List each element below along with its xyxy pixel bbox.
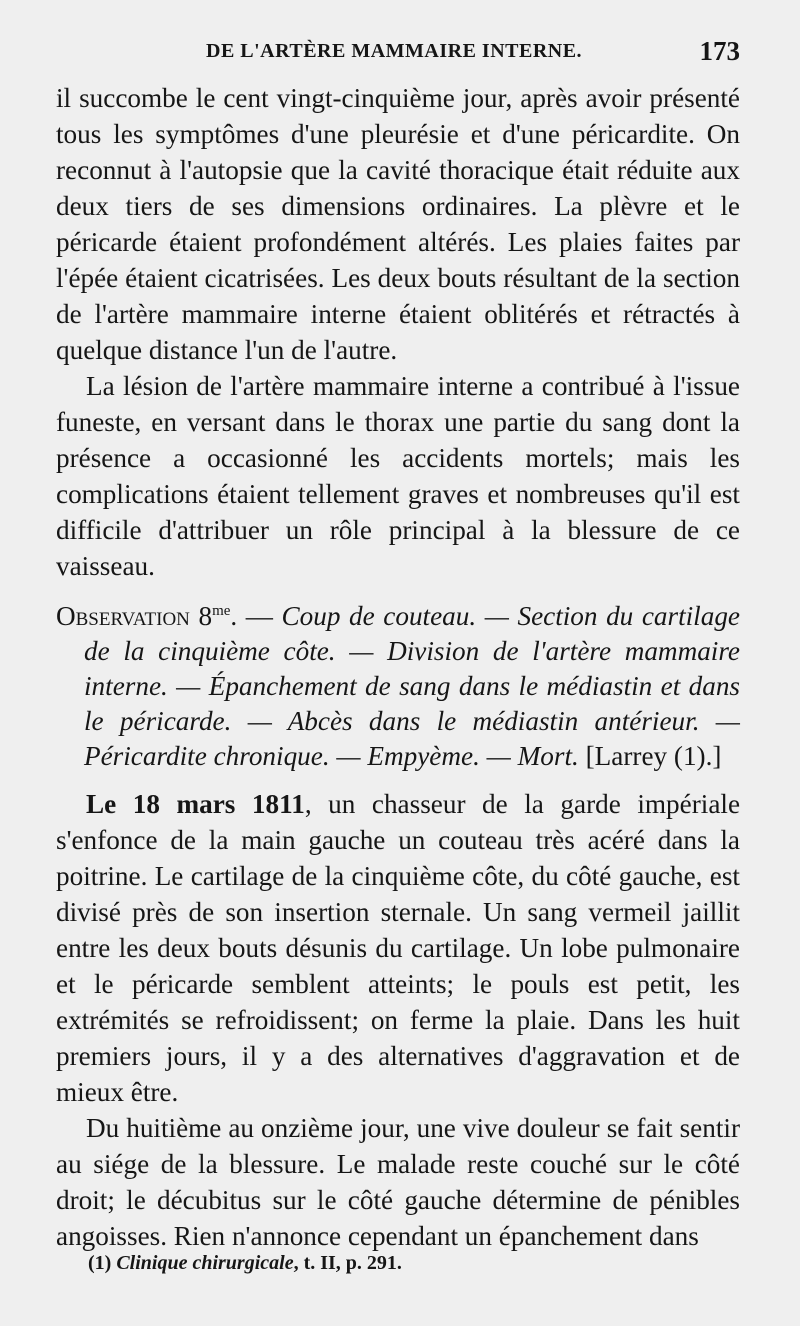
footnote-reference: , t. II, p. 291. bbox=[293, 1252, 402, 1274]
observation-heading bbox=[56, 594, 740, 774]
paragraph-progression: Du huitième au onzième jour, une vive douleur se fait sentir au siége de la blessure. Le malade reste couché sur le côté droit; le décubitus sur le côté gauche détermine de pénibles angoisses. Rien n'annonce cependant un épanchement dans bbox=[56, 1113, 740, 1252]
footnote-title: Clinique chirurgicale bbox=[116, 1252, 294, 1274]
running-head: DE L'ARTÈRE MAMMAIRE INTERNE. bbox=[206, 40, 583, 62]
paragraph-lesion: La lésion de l'artère mammaire interne a contribué à l'issue funeste, en versant dans le thorax une partie du sang dont la présence a occasionné les accidents mortels; mais les complications étaient tellement graves et nombreuses qu'il est difficile d'attribuer un rôle principal à la blessure de ce vaisseau. bbox=[56, 371, 740, 581]
observation-label: Observation 8 bbox=[56, 601, 213, 632]
page-number: 173 bbox=[699, 36, 740, 66]
page-header bbox=[56, 36, 740, 76]
observation-separator: . — bbox=[230, 601, 282, 632]
paragraph-continuation: il succombe le cent vingt-cinquième jour, après avoir présenté tous les symptômes d'une pleurésie et d'une péricardite. On reconnut à l'autopsie que la cavité thoracique était réduite aux deux tiers de ses dimensions ordinaires. La plèvre et le péricarde étaient profondément altérés. Les plaies faites par l'épée étaient cicatrisées. Les deux bouts résultant de la section de l'artère mammaire interne étaient oblitérés et rétractés à quelque distance l'un de l'autre. bbox=[56, 83, 740, 365]
footnote-mark: (1) bbox=[88, 1252, 117, 1274]
body-text bbox=[56, 80, 740, 1254]
observation-source: [Larrey (1).] bbox=[578, 741, 722, 772]
observation-superscript: me bbox=[212, 603, 231, 619]
case-text: , un chasseur de la garde impériale s'enfonce de la main gauche un couteau très acéré dans la poitrine. Le cartilage de la cinquième côte, du côté gauche, est divisé près de son insertion sternale. Un sang vermeil jaillit entre les deux bouts désunis du cartilage. Un lobe pulmonaire et le péricarde semblent atteints; le pouls est petit, les extrémités se refroidissent; on ferme la plaie. Dans les huit premiers jours, il y a des alternatives d'aggravation et de mieux être. bbox=[56, 789, 741, 1108]
case-date: Le 18 mars 1811 bbox=[86, 789, 305, 820]
footnote bbox=[88, 1252, 402, 1275]
observation-title: Coup de couteau. — Section du cartilage de la cinquième côte. — Division de l'artère mammaire interne. — Épanchement de sang dans le médiastin et dans le péricarde. — Abcès dans le médiastin antérieur. — Péricardite chronique. — Empyème. — Mort. bbox=[84, 601, 740, 772]
paragraph-case bbox=[56, 786, 740, 1110]
